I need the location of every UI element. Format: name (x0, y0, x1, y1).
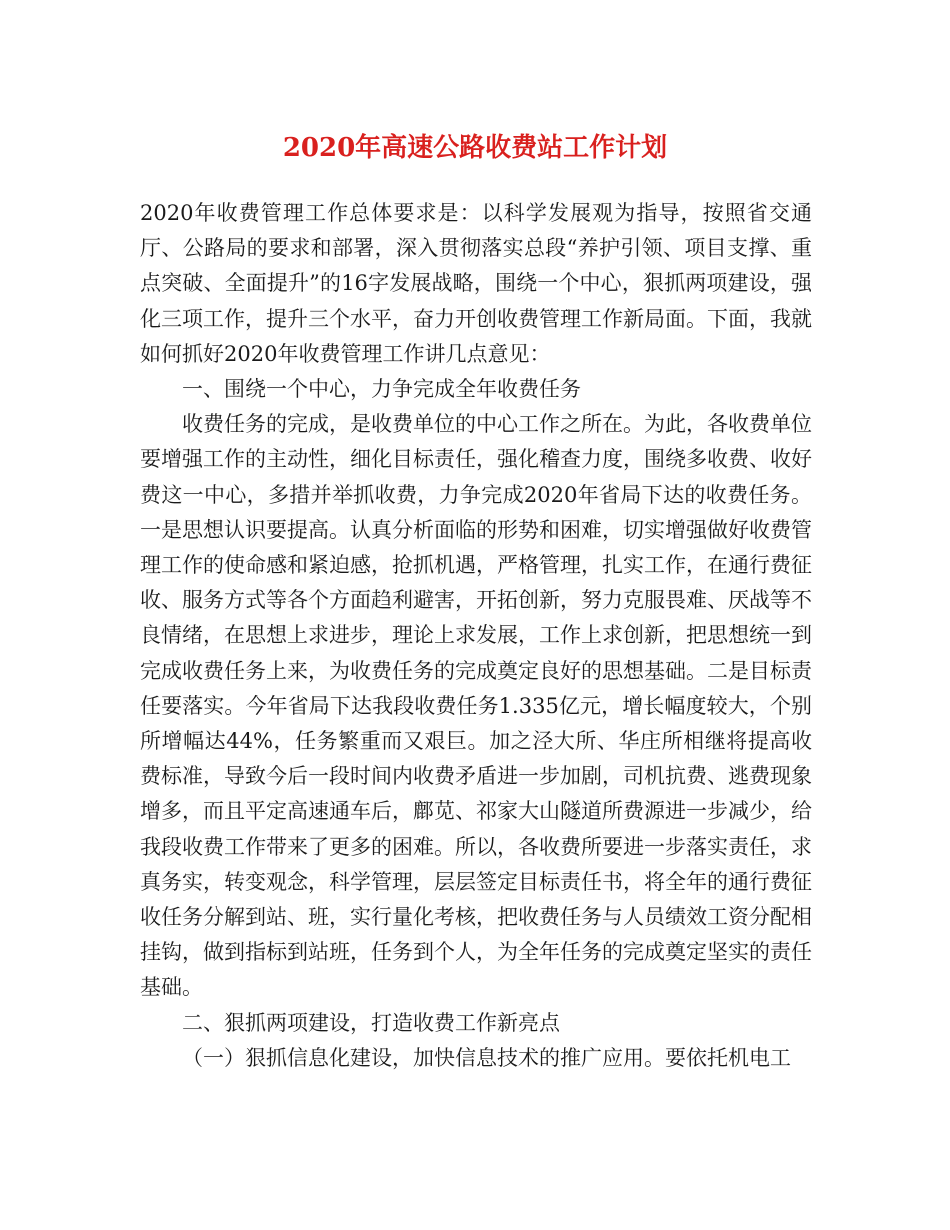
section-heading-2: 二、狠抓两项建设，打造收费工作新亮点 (182, 1010, 560, 1035)
document-body (140, 196, 812, 1076)
section-heading-1: 一、围绕一个中心，力争完成全年收费任务 (182, 377, 581, 402)
section-1-paragraph: 收费任务的完成，是收费单位的中心工作之所在。为此，各收费单位要增强工作的主动性，细化目标责任，强化稽查力度，围绕多收费、收好费这一中心，多措并举抓收费，力争完成2020年省局下达的收费任务。一是思想认识要提高。认真分析面临的形势和困难，切实增强做好收费管理工作的使命感和紧迫感，抢抓机遇，严格管理，扎实工作，在通行费征收、服务方式等各个方面趋利避害，开拓创新，努力克服畏难、厌战等不良情绪，在思想上求进步，理论上求发展，工作上求创新，把思想统一到完成收费任务上来，为收费任务的完成奠定良好的思想基础。二是目标责任要落实。今年省局下达我段收费任务1.335亿元，增长幅度较大，个别所增幅达44%，任务繁重而又艰巨。加之泾大所、华庄所相继将提高收费标准，导致今后一段时间内收费矛盾进一步加剧，司机抗费、逃费现象增多，而且平定高速通车后，鄜苋、祁家大山隧道所费源进一步减少，给我段收费工作带来了更多的困难。所以，各收费所要进一步落实责任，求真务实，转变观念，科学管理，层层签定目标责任书，将全年的通行费征收任务分解到站、班，实行量化考核，把收费任务与人员绩效工资分配相挂钩，做到指标到站班，任务到个人，为全年任务的完成奠定坚实的责任基础。 (140, 412, 812, 1000)
document-title: 2020年高速公路收费站工作计划 (282, 133, 668, 163)
subsection-1-paragraph: （一）狠抓信息化建设，加快信息技术的推广应用。要依托机电工 (182, 1045, 791, 1070)
intro-paragraph: 2020年收费管理工作总体要求是：以科学发展观为指导，按照省交通厅、公路局的要求和部署，深入贯彻落实总段“养护引领、项目支撑、重点突破、全面提升”的16字发展战略，围绕一个中心，狠抓两项建设，强化三项工作，提升三个水平，奋力开创收费管理工作新局面。下面，我就如何抓好2020年收费管理工作讲几点意见： (140, 201, 812, 366)
